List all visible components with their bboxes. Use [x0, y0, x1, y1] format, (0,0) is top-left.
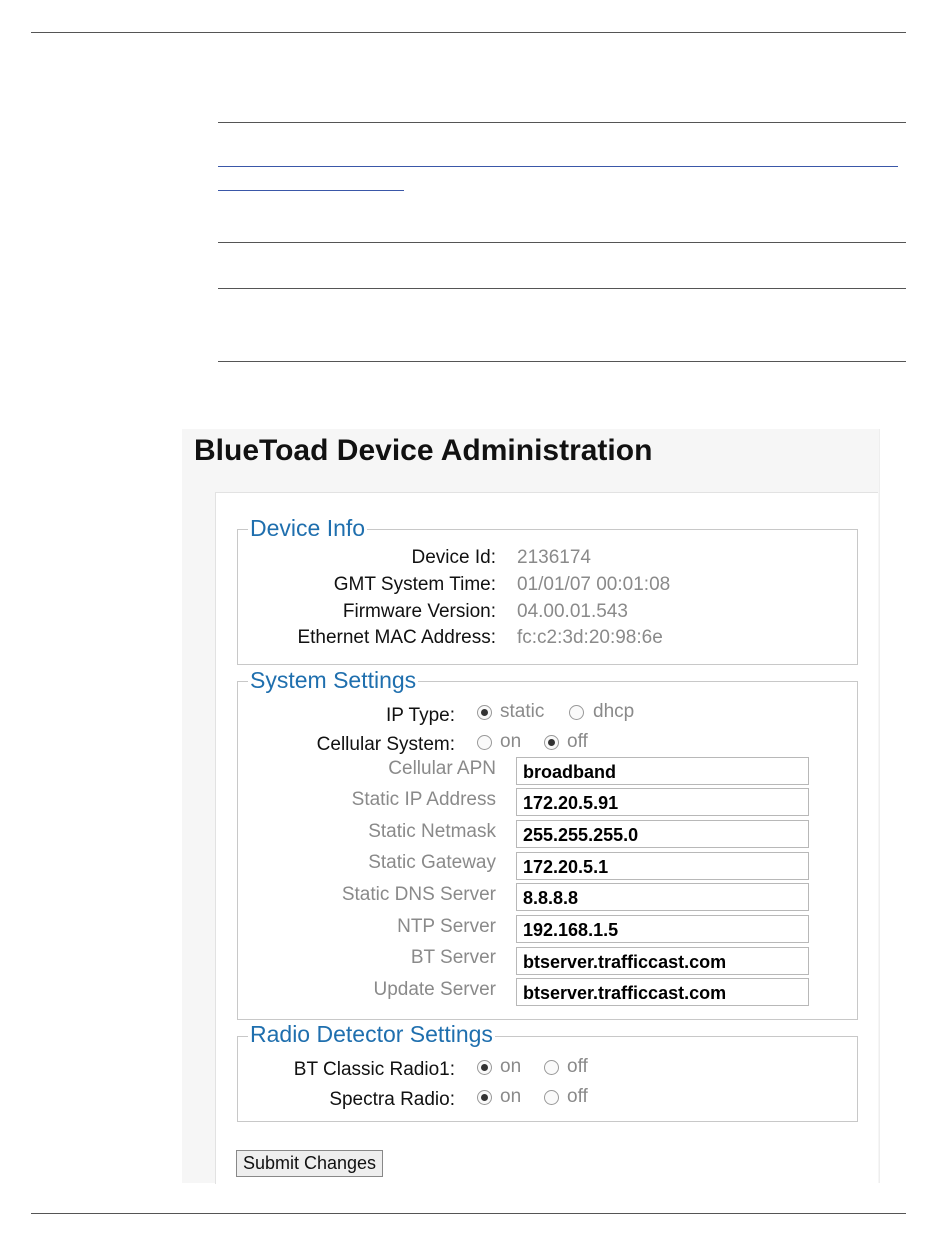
static-netmask-input[interactable] [516, 820, 809, 848]
link-underline-2[interactable] [218, 190, 404, 191]
section-rule-3 [218, 288, 906, 289]
mac-label: Ethernet MAC Address: [297, 627, 496, 648]
static-ip-input[interactable] [516, 788, 809, 816]
firmware-label: Firmware Version: [342, 601, 496, 622]
bt-server-label: BT Server [410, 947, 496, 968]
cellular-on-label[interactable]: on [500, 731, 522, 752]
static-dns-label: Static DNS Server [341, 884, 496, 905]
device-id-label: Device Id: [411, 547, 496, 568]
ip-type-label: IP Type: [385, 705, 455, 726]
bt-classic-on-label[interactable]: on [500, 1056, 522, 1077]
spectra-radio-label: Spectra Radio: [329, 1089, 455, 1110]
bt-classic-off-radio[interactable] [544, 1060, 559, 1075]
firmware-value: 04.00.01.543 [517, 601, 628, 622]
update-server-label: Update Server [373, 979, 496, 1000]
ip-type-static-radio[interactable] [477, 705, 492, 720]
page-title: BlueToad Device Administration [194, 434, 653, 467]
static-dns-input[interactable] [516, 883, 809, 911]
cellular-apn-input[interactable] [516, 757, 809, 785]
static-netmask-label: Static Netmask [368, 821, 496, 842]
section-rule-1 [218, 122, 906, 123]
ip-type-static-label[interactable]: static [500, 701, 545, 722]
system-settings-legend: System Settings [250, 667, 417, 693]
bt-classic-on-radio[interactable] [477, 1060, 492, 1075]
ip-type-dhcp-label[interactable]: dhcp [593, 701, 635, 722]
bottom-rule [31, 1213, 906, 1214]
update-server-input[interactable] [516, 978, 809, 1006]
cellular-apn-label: Cellular APN [388, 758, 496, 779]
spectra-on-radio[interactable] [477, 1090, 492, 1105]
bt-classic-radio-label: BT Classic Radio1: [293, 1059, 455, 1080]
spectra-off-radio[interactable] [544, 1090, 559, 1105]
spectra-on-label[interactable]: on [500, 1086, 522, 1107]
bt-classic-off-label[interactable]: off [567, 1056, 588, 1077]
section-rule-2 [218, 242, 906, 243]
gmt-time-value: 01/01/07 00:01:08 [517, 574, 671, 595]
radio-settings-legend: Radio Detector Settings [250, 1021, 493, 1047]
cellular-system-label: Cellular System: [316, 734, 455, 755]
submit-changes-button[interactable]: Submit Changes [236, 1150, 383, 1177]
device-id-value: 2136174 [517, 547, 591, 568]
ntp-server-label: NTP Server [397, 916, 496, 937]
cellular-off-radio[interactable] [544, 735, 559, 750]
gmt-time-label: GMT System Time: [333, 574, 496, 595]
ip-type-dhcp-radio[interactable] [569, 705, 584, 720]
section-rule-4 [218, 361, 906, 362]
static-gateway-label: Static Gateway [368, 852, 496, 873]
spectra-off-label[interactable]: off [567, 1086, 588, 1107]
cellular-off-label[interactable]: off [567, 731, 588, 752]
device-info-legend: Device Info [250, 515, 366, 541]
static-ip-label: Static IP Address [351, 789, 496, 810]
ntp-server-input[interactable] [516, 915, 809, 943]
link-underline-1[interactable] [218, 166, 898, 167]
bt-server-input[interactable] [516, 947, 809, 975]
cellular-on-radio[interactable] [477, 735, 492, 750]
mac-value: fc:c2:3d:20:98:6e [517, 627, 663, 648]
static-gateway-input[interactable] [516, 852, 809, 880]
top-rule [31, 32, 906, 33]
